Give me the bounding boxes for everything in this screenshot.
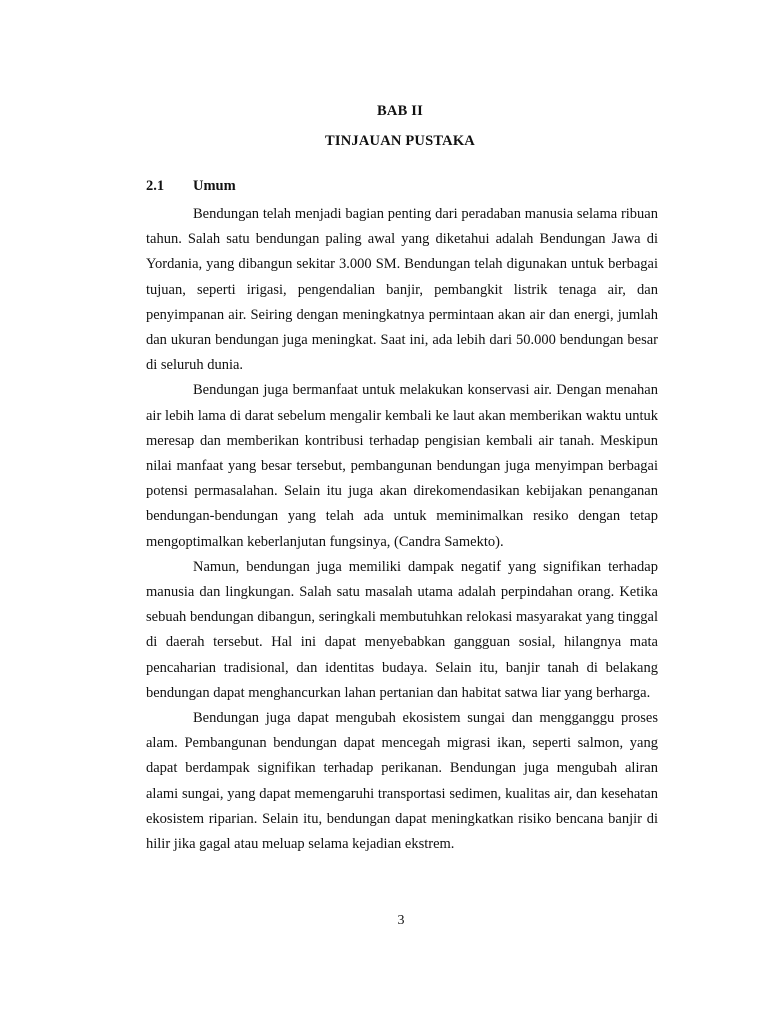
chapter-title: TINJAUAN PUSTAKA — [325, 133, 475, 149]
paragraph: Namun, bendungan juga memiliki dampak negatif yang signifikan terhadap manusia dan lingkungan. Salah satu masalah utama adalah perpindahan orang. Ketika sebuah bendungan dibangun, seringkali membutuhkan relokasi masyarakat yang tinggal di daerah tersebut. Hal ini dapat menyebabkan gangguan sosial, hilangnya mata pencaharian tradisional, dan identitas budaya. Selain itu, banjir tanah di belakang bendungan dapat menghancurkan lahan pertanian dan habitat satwa liar yang berharga. — [146, 558, 658, 701]
paragraph: Bendungan telah menjadi bagian penting dari peradaban manusia selama ribuan tahun. Salah satu bendungan paling awal yang diketahui adalah Bendungan Jawa di Yordania, yang dibangun sekitar 3.000 SM. Bendungan telah digunakan untuk berbagai tujuan, seperti irigasi, pengendalian banjir, pembangkit listrik tenaga air, dan penyimpanan air. Seiring dengan meningkatnya permintaan akan air dan energi, jumlah dan ukuran bendungan juga meningkat. Saat ini, ada lebih dari 50.000 bendungan besar di seluruh dunia. — [146, 206, 658, 374]
section-number: 2.1 — [146, 178, 165, 194]
chapter-number: BAB II — [377, 103, 423, 119]
paragraph: Bendungan juga dapat mengubah ekosistem sungai dan mengganggu proses alam. Pembangunan bendungan dapat mencegah migrasi ikan, seperti salmon, yang dapat berdampak signifikan terhadap perikanan. Bendungan juga mengubah aliran alami sungai, yang dapat memengaruhi transportasi sedimen, kualitas air, dan kesehatan ekosistem riparian. Selain itu, bendungan dapat meningkatkan risiko bencana banjir di hilir jika gagal atau meluap selama kejadian ekstrem. — [146, 710, 658, 853]
paragraph: Bendungan juga bermanfaat untuk melakukan konservasi air. Dengan menahan air lebih lama di darat sebelum mengalir kembali ke laut akan memberikan waktu untuk meresap dan memberikan kontribusi terhadap pengisian kembali air tanah. Meskipun nilai manfaat yang besar tersebut, pembangunan bendungan juga menyimpan berbagai potensi permasalahan. Selain itu juga akan direkomendasikan kebijakan penanganan bendungan-bendungan yang telah ada untuk meminimalkan resiko dengan tetap mengoptimalkan keberlanjutan fungsinya, (Candra Samekto). — [146, 382, 658, 550]
section-title: Umum — [193, 178, 236, 194]
body-text — [146, 202, 658, 857]
section-heading — [146, 178, 236, 195]
page-number: 3 — [397, 913, 405, 928]
